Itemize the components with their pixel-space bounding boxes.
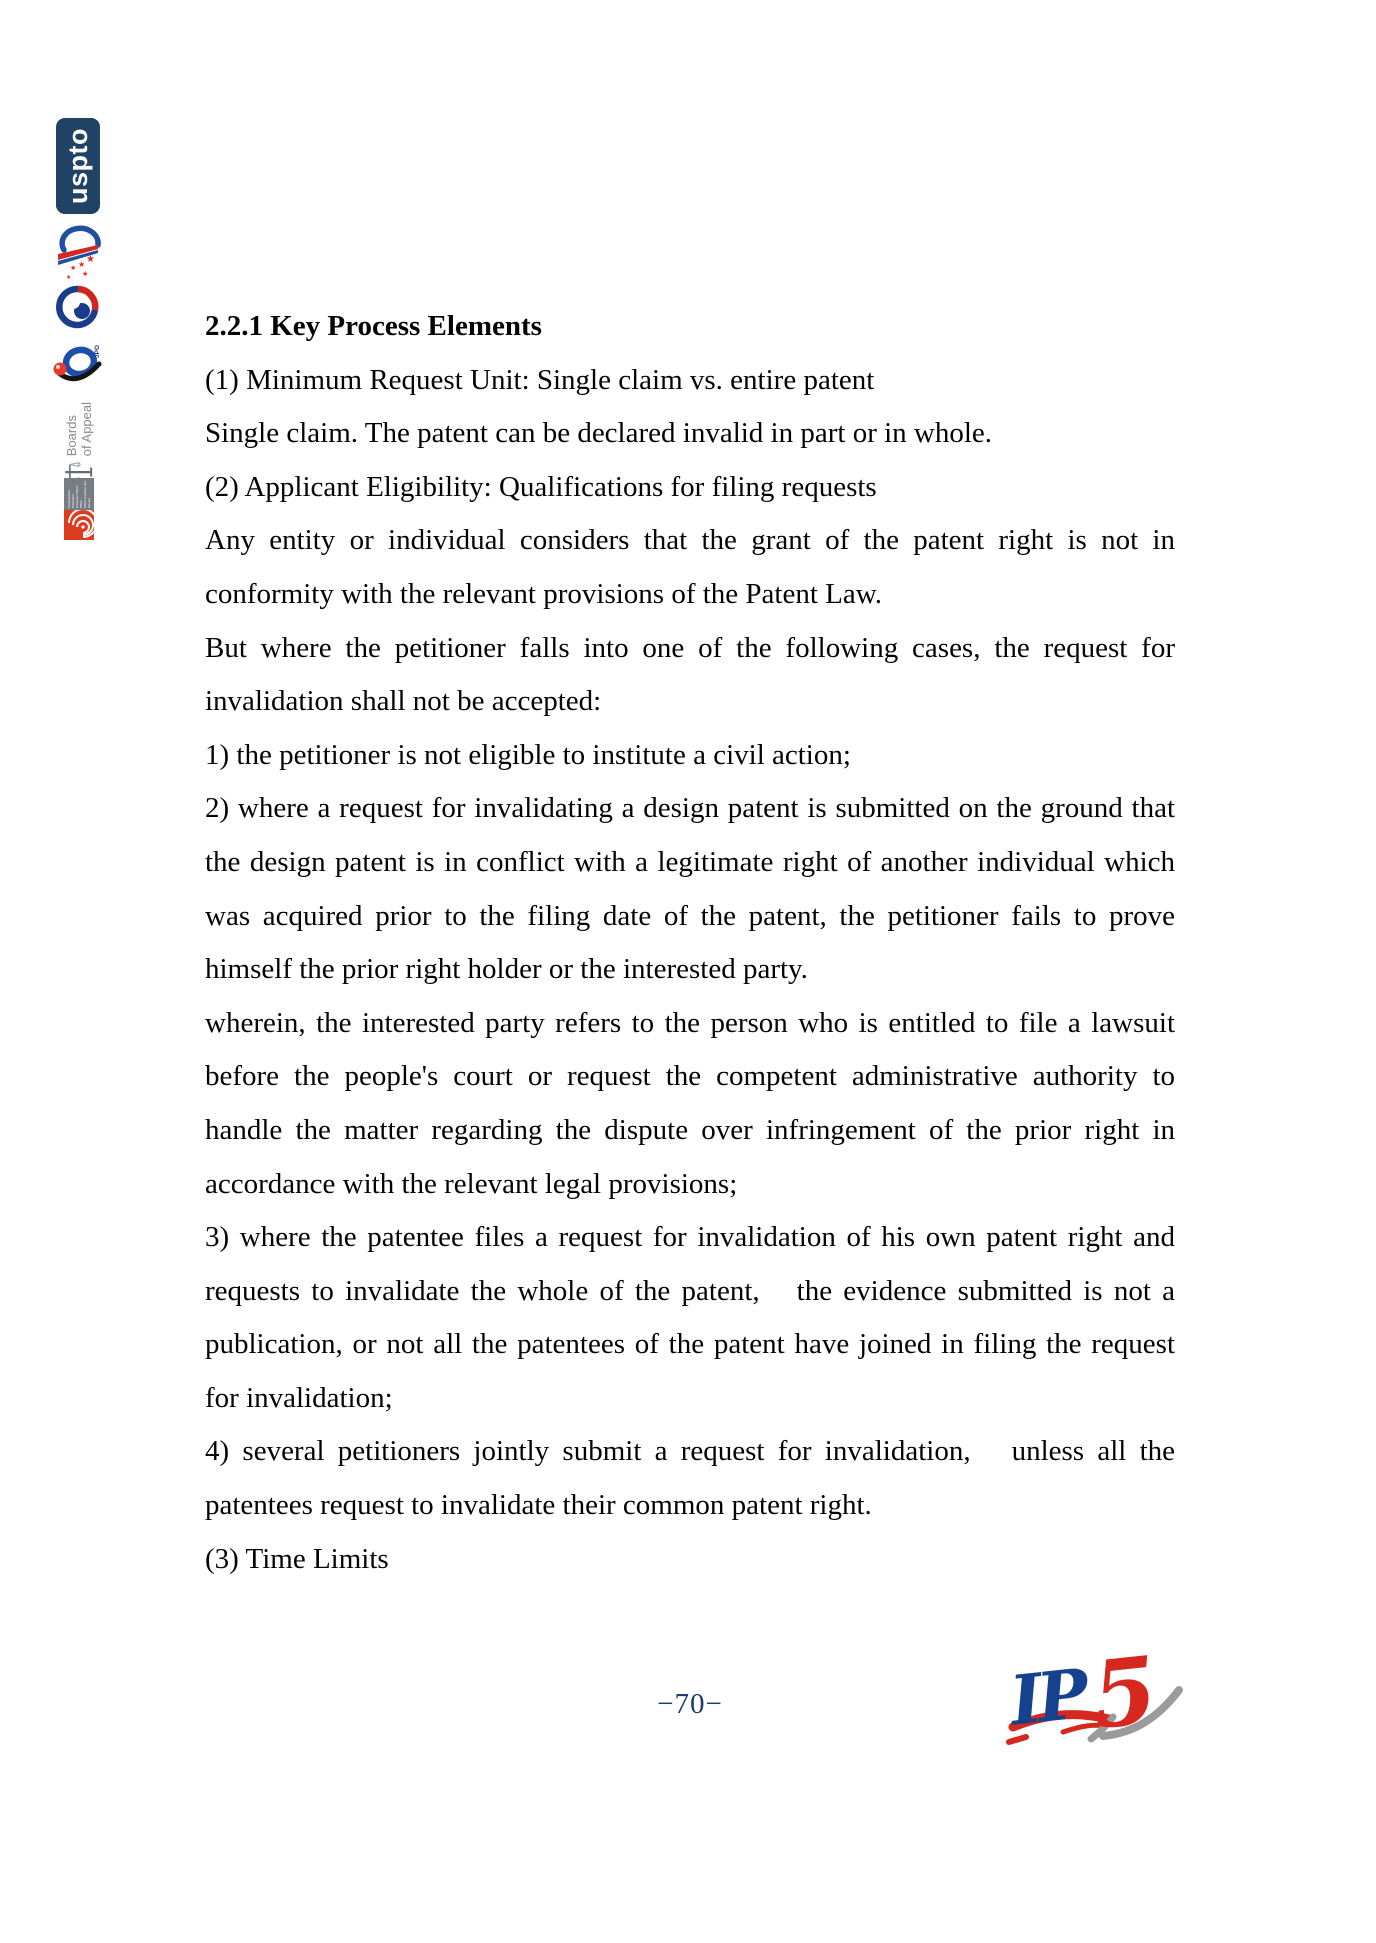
ip5-logo-text-5: 5 <box>1086 1640 1162 1750</box>
paragraph: 4) several petitioners jointly submit a request for invalidation, unless all the patentees request to invalidate their common patent right. <box>205 1435 1175 1522</box>
paragraph: wherein, the interested party refers to the person who is entitled to file a lawsuit before the people's court or request the competent administrative authority to handle the matter regarding the dispute over infringement of the prior right in accordance with the relevant legal provisions; <box>205 1006 1175 1200</box>
svg-text:★: ★ <box>82 270 89 278</box>
paragraph: 2) where a request for invalidating a design patent is submitted on the ground that the design patent is in conflict with a legitimate right of another individual which was acquired prior to the filing date of the patent, the petitioner fails to prove himself the prior right holder or the interested party. <box>205 792 1175 986</box>
paragraph: Any entity or individual considers that the grant of the patent right is not in conformity with the relevant provisions of the Patent Law. <box>205 524 1175 610</box>
paragraph: (3) Time Limits <box>205 1542 389 1575</box>
paragraph: 1) the petitioner is not eligible to institute a civil action; <box>205 738 851 771</box>
uspto-logo-label: uspto <box>62 128 93 204</box>
page-number: −70− <box>657 1688 723 1720</box>
epo-boards-of-appeal-logo <box>56 402 102 482</box>
kipo-logo <box>54 283 102 331</box>
kipo-taegeuk-icon <box>54 283 102 331</box>
svg-text:★: ★ <box>70 264 77 272</box>
jpo-logo <box>50 340 106 396</box>
uspto-logo <box>56 118 100 214</box>
section-heading: 2.2.1 Key Process Elements <box>205 310 542 342</box>
jpo-logo-label: JPO <box>94 344 101 358</box>
jpo-icon <box>50 340 106 396</box>
svg-text:★: ★ <box>66 275 72 281</box>
svg-text:★: ★ <box>86 254 95 265</box>
paragraph: But where the petitioner falls into one of the following cases, the request for invalidation shall not be accepted: <box>205 631 1175 718</box>
cnipa-logo <box>52 220 104 284</box>
cnipa-icon <box>52 220 104 284</box>
paragraph: (1) Minimum Request Unit: Single claim vs. entire patent <box>205 363 875 396</box>
paragraph: (2) Applicant Eligibility: Qualifications for filing requests <box>205 470 877 503</box>
epo-fingerprint-icon <box>64 510 94 540</box>
ip5-logo-text-ip: IP <box>1006 1654 1088 1742</box>
epo-wordmark: Europäisches Patentamt European Patent Office Office européen des brevets <box>64 478 94 510</box>
svg-text:★: ★ <box>78 260 86 269</box>
epo-logo <box>64 478 94 540</box>
paragraph: 3) where the patentee files a request for invalidation of his own patent right and requests to invalidate the whole of the patent, the evidence submitted is not a publication, or not all the patentees of the patent have joined in filing the request for invalidation; <box>205 1221 1175 1414</box>
document-body <box>205 300 1175 1586</box>
paragraph: Single claim. The patent can be declared invalid in part or in whole. <box>205 417 993 450</box>
ip5-logo <box>1005 1640 1190 1752</box>
boards-of-appeal-label: Boards of Appeal <box>64 402 94 457</box>
